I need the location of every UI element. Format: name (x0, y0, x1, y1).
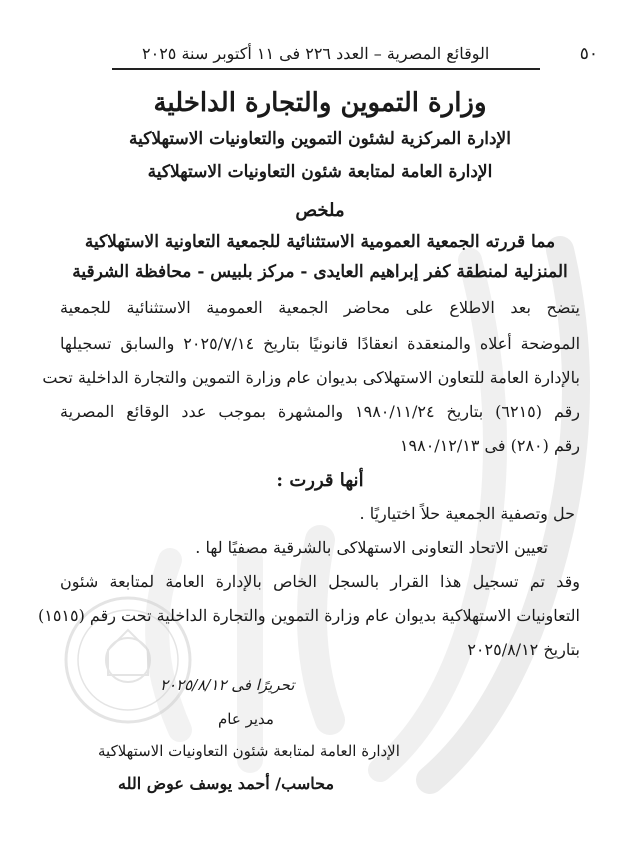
issue-info: الوقائع المصرية – العدد ٢٢٦ فى ١١ أكتوبر سنة ٢٠٢٥ (142, 44, 490, 63)
ministry-title: وزارة التموين والتجارة الداخلية (153, 88, 487, 118)
central-department: الإدارة المركزية لشئون التموين والتعاونيات الاستهلاكية (129, 129, 511, 149)
decision-item: تعيين الاتحاد التعاونى الاستهلاكى بالشرقية مصفيًا لها . (195, 538, 548, 557)
summary-heading: ملخص (295, 200, 345, 221)
date-written: تحريرًا فى ٢٠٢٥/٨/١٢ (160, 676, 295, 694)
page-number: ٥٠ (579, 44, 598, 64)
decision-heading: أنها قررت : (276, 470, 364, 491)
signatory-organization: الإدارة العامة لمتابعة شئون التعاونيات الاستهلاكية (98, 742, 400, 760)
registration-line: التعاونيات الاستهلاكية بديوان عام وزارة التموين والتجارة الداخلية تحت رقم (١٥١٥) (37, 606, 580, 625)
registration-line: بتاريخ ٢٠٢٥/٨/١٢ (467, 640, 580, 659)
subject-line: المنزلية لمنطقة كفر إبراهيم العايدى - مركز بلبيس - محافظة الشرقية (72, 262, 568, 282)
subject-line: مما قررته الجمعية العمومية الاستثنائية للجمعية التعاونية الاستهلاكية (84, 232, 556, 252)
body-paragraph-line: الموضحة أعلاه والمنعقدة انعقادًا قانونيًا بتاريخ ٢٠٢٥/٧/١٤ والسابق تسجيلها (60, 334, 581, 353)
general-department: الإدارة العامة لمتابعة شئون التعاونيات الاستهلاكية (147, 162, 493, 182)
page-header (112, 38, 598, 70)
decision-item: حل وتصفية الجمعية حلاً اختياريًا . (359, 504, 575, 523)
body-paragraph-line: رقم (٢٨٠) فى ١٩٨٠/١٢/١٣ (399, 436, 580, 455)
signatory-name: محاسب/ أحمد يوسف عوض الله (118, 774, 335, 793)
body-paragraph-line: رقم (٦٢١٥) بتاريخ ١٩٨٠/١١/٢٤ والمشهرة بموجب عدد الوقائع المصرية (60, 402, 580, 421)
body-paragraph-line: بالإدارة العامة للتعاون الاستهلاكى بديوان عام وزارة التموين والتجارة الداخلية تحت (42, 368, 580, 387)
body-paragraph-line: يتضح بعد الاطلاع على محاضر الجمعية العمومية الاستثنائية للجمعية (60, 298, 580, 317)
registration-line: وقد تم تسجيل هذا القرار بالسجل الخاص بالإدارة العامة لمتابعة شئون (60, 572, 580, 591)
signatory-title: مدير عام (218, 710, 274, 728)
